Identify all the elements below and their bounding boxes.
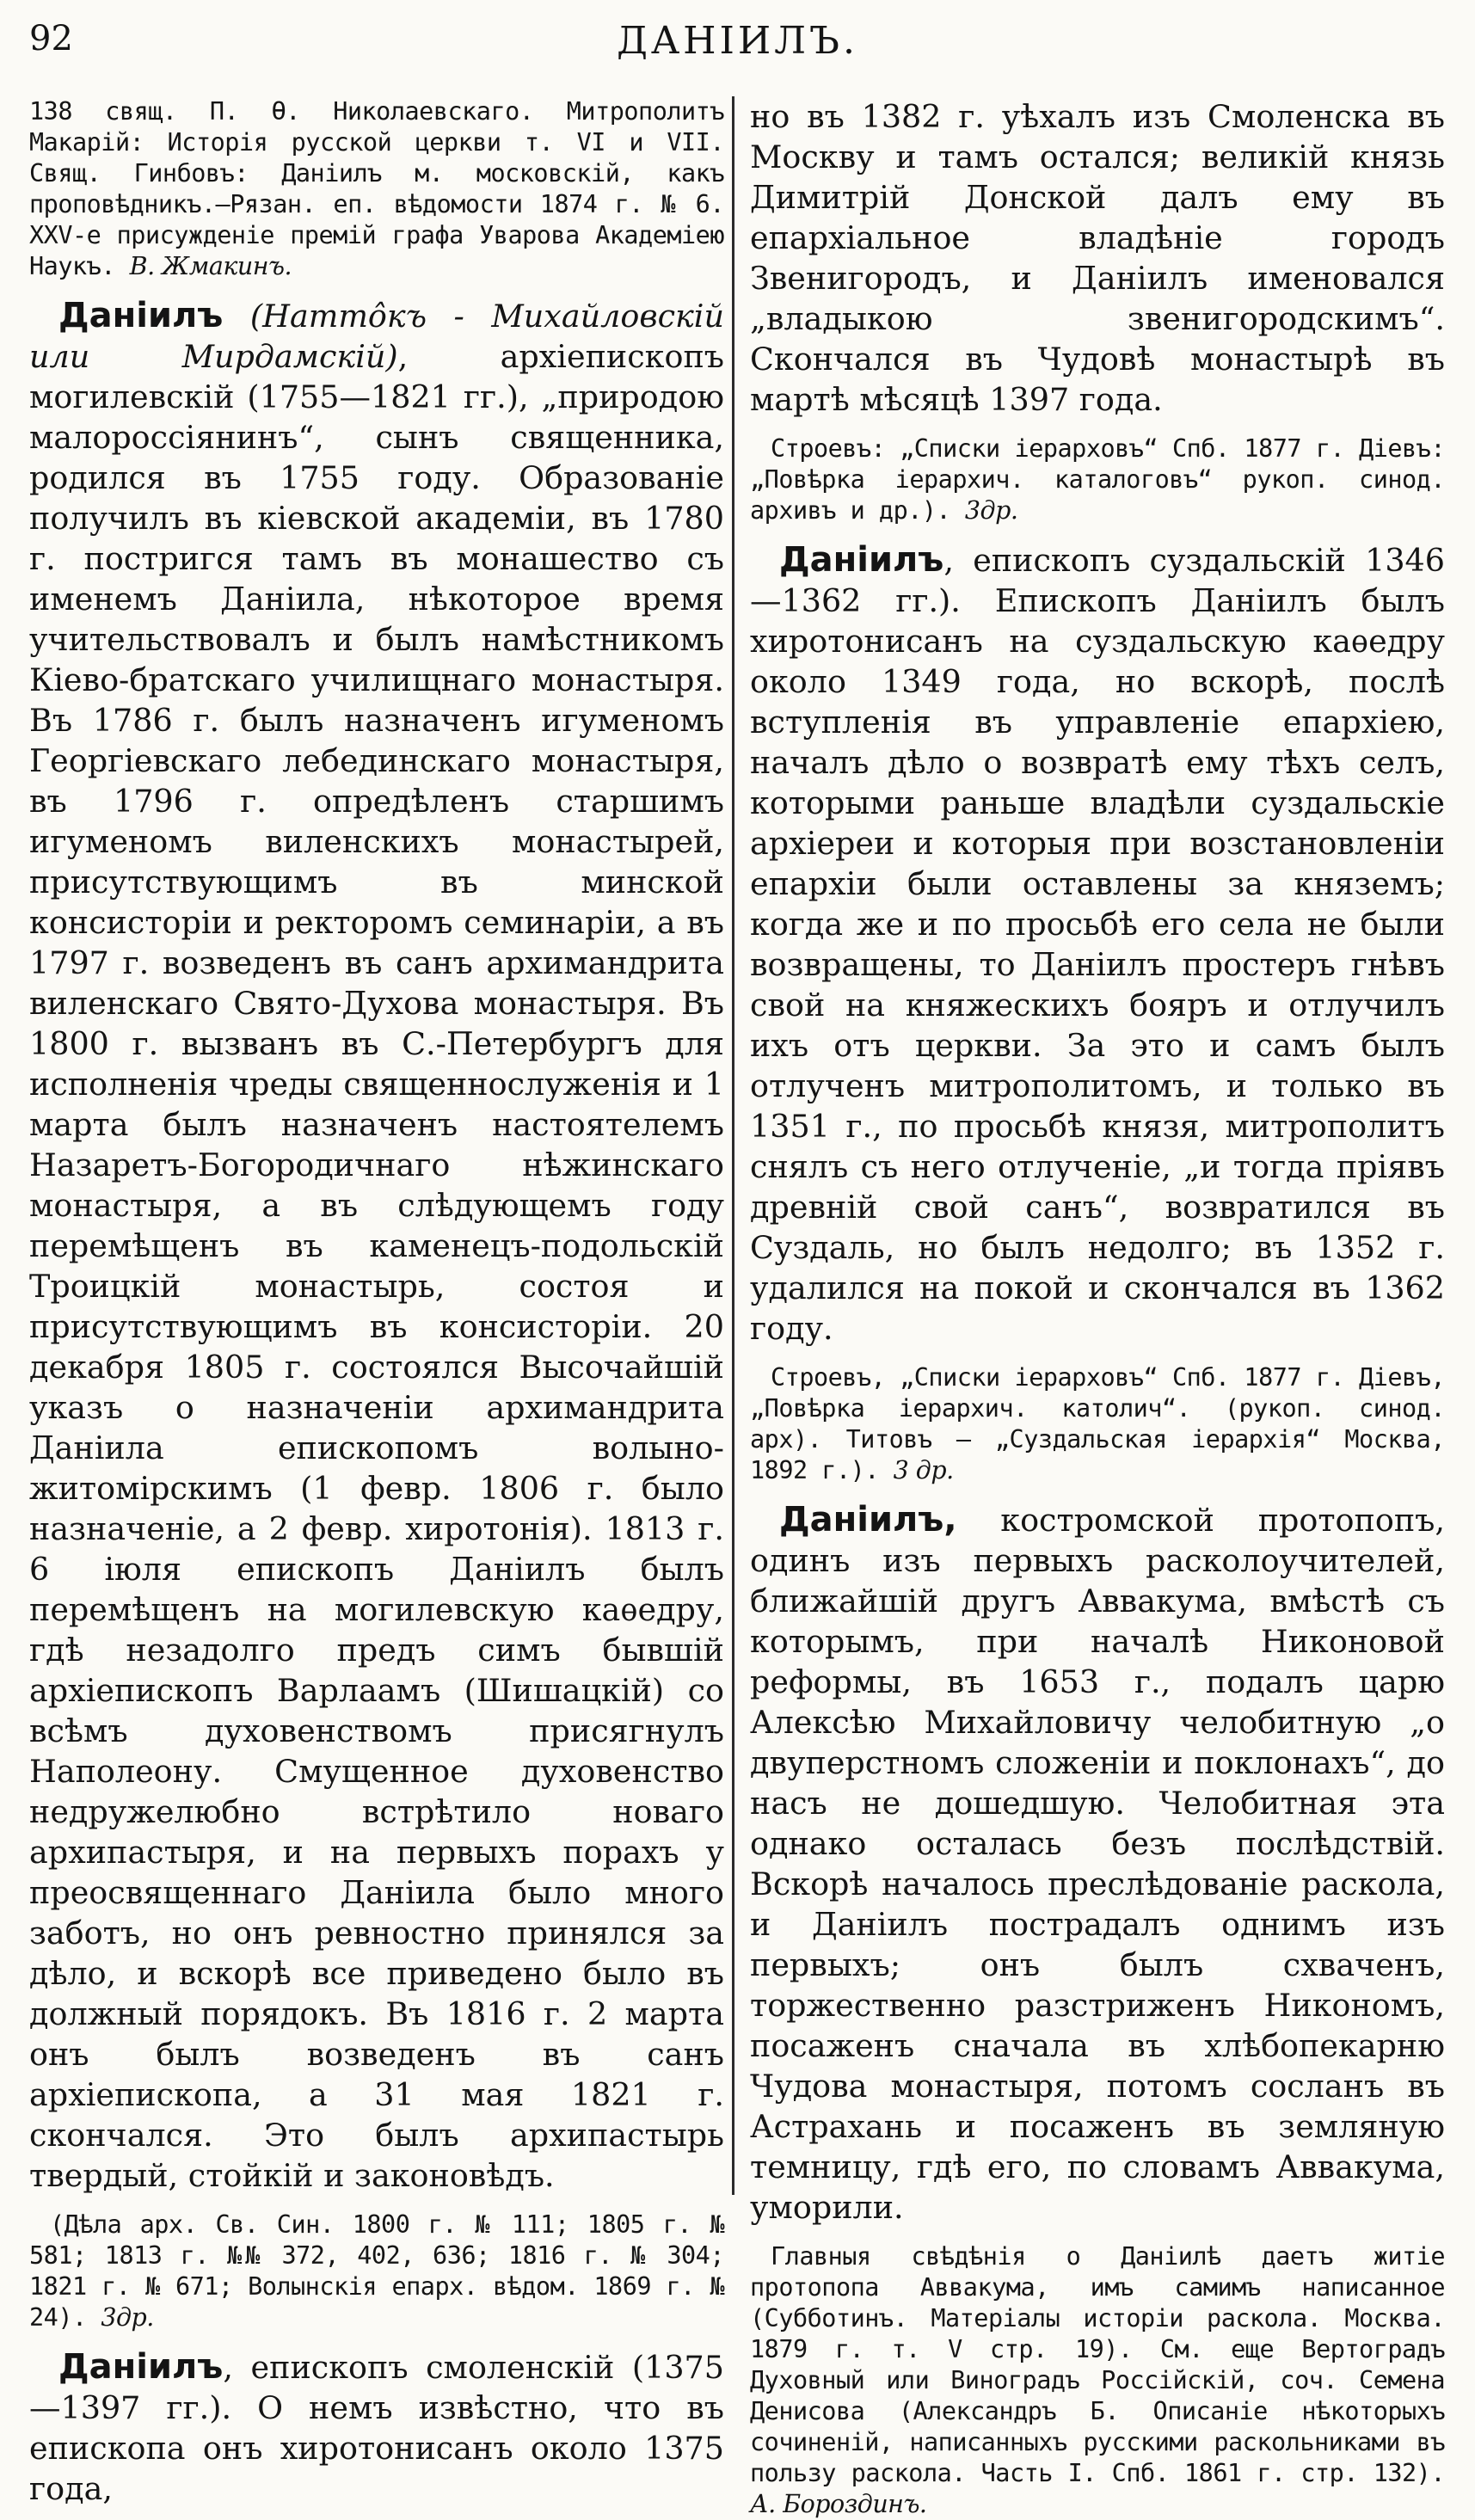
signature: 3др. (964, 496, 1018, 525)
entry-daniil-smolensk (29, 2347, 724, 2509)
reference-block (29, 2210, 724, 2333)
page-header (0, 0, 1475, 103)
signature: В. Жмакинъ. (129, 252, 292, 280)
right-column (750, 96, 1445, 2520)
reference-block (750, 1362, 1445, 1486)
entry-daniil-kostroma (750, 1500, 1445, 2228)
entry-headword: Даніилъ (58, 2347, 224, 2387)
reference-block (750, 2241, 1445, 2520)
page-number: 92 (29, 19, 73, 58)
entry-continuation: но въ 1382 г. уѣхалъ изъ Смоленска въ Москву и тамъ остался; великій князь Димитрій Донской далъ ему въ епархіальное владѣніе городъ Звенигородъ, и Даніилъ именовался „владыкою звенигородскимъ“. Скончался въ Чудовѣ монастырѣ въ мартѣ мѣсяцѣ 1397 года. (750, 98, 1445, 418)
left-column (29, 96, 724, 2509)
reference-block (750, 433, 1445, 526)
signature: А. Бороздинъ. (750, 2490, 927, 2518)
entry-text: , архіепископъ могилевскій (1755—1821 гг.), „природою малороссіянинъ“, сынъ священника, родился въ 1755 году. Образованіе получилъ въ кіевской академіи, въ 1780 г. постригся тамъ въ монашество съ именемъ Даніила, нѣкоторое время учительствовалъ и былъ намѣстникомъ Кіево-братскаго училищнаго монастыря. Въ 1786 г. былъ назначенъ игуменомъ Георгіевскаго лебединскаго монастыря, въ 1796 г. опредѣленъ старшимъ игуменомъ виленскихъ монастырей, присутствующимъ въ минской консисторіи и ректоромъ семинаріи, а въ 1797 г. возведенъ въ санъ архимандрита виленскаго Свято-Духова монастыря. Въ 1800 г. вызванъ въ С.-Петербургъ для исполненія чреды священнослуженія и 1 марта былъ назначенъ настоятелемъ Назаретъ-Богородичнаго нѣжинскаго монастыря, а въ слѣдующемъ году перемѣщенъ въ каменецъ-подольскій Троицкій монастырь, состоя и присутствующимъ въ консисторіи. 20 декабря 1805 г. состоялся Высочайшій указъ о назначеніи архимандрита Даніила епископомъ волыно-житомірскимъ (1 февр. 1806 г. было назначеніе, а 2 февр. хиротонія). 1813 г. 6 іюля епископъ Даніилъ былъ перемѣщенъ на могилевскую каѳедру, гдѣ незадолго предъ симъ бывшій архіепископъ Варлаамъ (Шишацкій) со всѣмъ духовенствомъ присягнулъ Наполеону. Смущенное духовенство недружелюбно встрѣтило новаго архипастыря, и на первыхъ порахъ у преосвященнаго Даніила было много заботъ, но онъ ревностно принялся за дѣло, и вскорѣ все приведено было въ должный порядокъ. Въ 1816 г. 2 марта онъ былъ возведенъ въ санъ архіепископа, а 31 мая 1821 г. скончался. Это былъ архипастырь твердый, стойкій и законовѣдъ. (29, 338, 725, 2194)
reference-text: Строевъ, „Списки іерарховъ“ Спб. 1877 г. Діевъ, „Повѣрка іерархич. католич“. (рукоп. синод. арх). Титовъ — „Суздальская іерархія“ Москва, 1892 г.). (750, 1363, 1445, 1484)
entry-text: , епископъ суздальскій 1346—1362 гг.). Епископъ Даніилъ былъ хиротонисанъ на суздальскую каѳедру около 1349 года, но вскорѣ, послѣ вступленія въ управленіе епархіею, началъ дѣло о возвратѣ ему тѣхъ селъ, которыми раньше владѣли суздальскіе архіереи и которыя при возстановленіи епархіи были оставлены за княземъ; когда же и по просьбѣ его села не были возвращены, то Даніилъ простеръ гнѣвъ свой на княжескихъ бояръ и отлучилъ ихъ отъ церкви. За это и самъ былъ отлученъ митрополитомъ, и только въ 1351 г., по просьбѣ князя, митрополитъ снялъ съ него отлученіе, „и тогда пріявъ древній свой санъ“, возвратился въ Суздаль, но былъ недолго; въ 1352 г. удалился на покой и скончался въ 1362 году. (750, 542, 1445, 1347)
running-head: ДАНІИЛЪ. (617, 19, 858, 63)
entry-text: , епископъ смоленскій (1375—1397 гг.). О немъ извѣстно, что въ епископа онъ хиротонисанъ около 1375 года, (29, 2349, 724, 2507)
signature: 3 др. (893, 1456, 954, 1484)
entry-text: костромской протопопъ, одинъ изъ первыхъ расколоучителей, ближайшій другъ Аввакума, вмѣстѣ съ которымъ, при началѣ Никоновой реформы, въ 1653 г., подалъ царю Алексѣю Михайловичу челобитную „о двуперстномъ сложеніи и поклонахъ“, до насъ не дошедшую. Челобитная эта однако осталась безъ послѣдствій. Вскорѣ началось преслѣдованіе раскола, и Даніилъ пострадалъ однимъ изъ первыхъ; онъ былъ схваченъ, торжественно разстриженъ Никономъ, посаженъ сначала въ хлѣбопекарню Чудова монастыря, потомъ сосланъ въ Астрахань и посаженъ въ земляную темницу, гдѣ его, по словамъ Аввакума, уморили. (750, 1502, 1445, 2226)
reference-block (29, 96, 724, 282)
entry-daniil-suzdal (750, 540, 1445, 1349)
entry-headword: Даніилъ (779, 540, 944, 580)
reference-text: (Дѣла арх. Св. Син. 1800 г. № 111; 1805 г. № 581; 1813 г. №№ 372, 402, 636; 1816 г. № 304; 1821 г. № 671; Волынскія епарх. вѣдом. 1869 г. № 24). (29, 2210, 724, 2332)
reference-text: 138 свящ. П. Ѳ. Николаевскаго. Митрополитъ Макарій: Исторія русской церкви т. VI и VII. Свящ. Гинбовъ: Даніилъ м. московскій, какъ проповѣдникъ.—Рязан. еп. вѣдомости 1874 г. № 6. XXV-е присужденіе премій графа Уварова Академіею Наукъ. (29, 97, 724, 280)
entry-headword: Даніилъ (58, 296, 224, 335)
reference-text: Главныя свѣдѣнія о Даніилѣ даетъ житіе протопопа Аввакума, имъ самимъ написанное (Субботинъ. Матеріалы исторіи раскола. Москва. 1879 г. т. V стр. 19). См. еще Вертоградъ Духовный или Виноградъ Россійскій, соч. Семена Денисова (Александръ Б. Описаніе нѣкоторыхъ сочиненій, написанныхъ русскими раскольниками въ пользу раскола. Часть I. Спб. 1861 г. стр. 132). (750, 2242, 1445, 2487)
entry-daniil-mogilev (29, 296, 724, 2196)
reference-text: Строевъ: „Списки іерарховъ“ Спб. 1877 г. Діевъ: „Повѣрка іерархич. каталоговъ“ рукоп. синод. архивъ и др.). (750, 434, 1445, 525)
entry-alias: (Натто̂къ - Михайловскій или Мирдамскій) (29, 298, 724, 375)
signature: 3др. (101, 2303, 154, 2332)
column-divider (732, 96, 734, 2195)
entry-headword: Даніилъ, (779, 1500, 957, 1540)
